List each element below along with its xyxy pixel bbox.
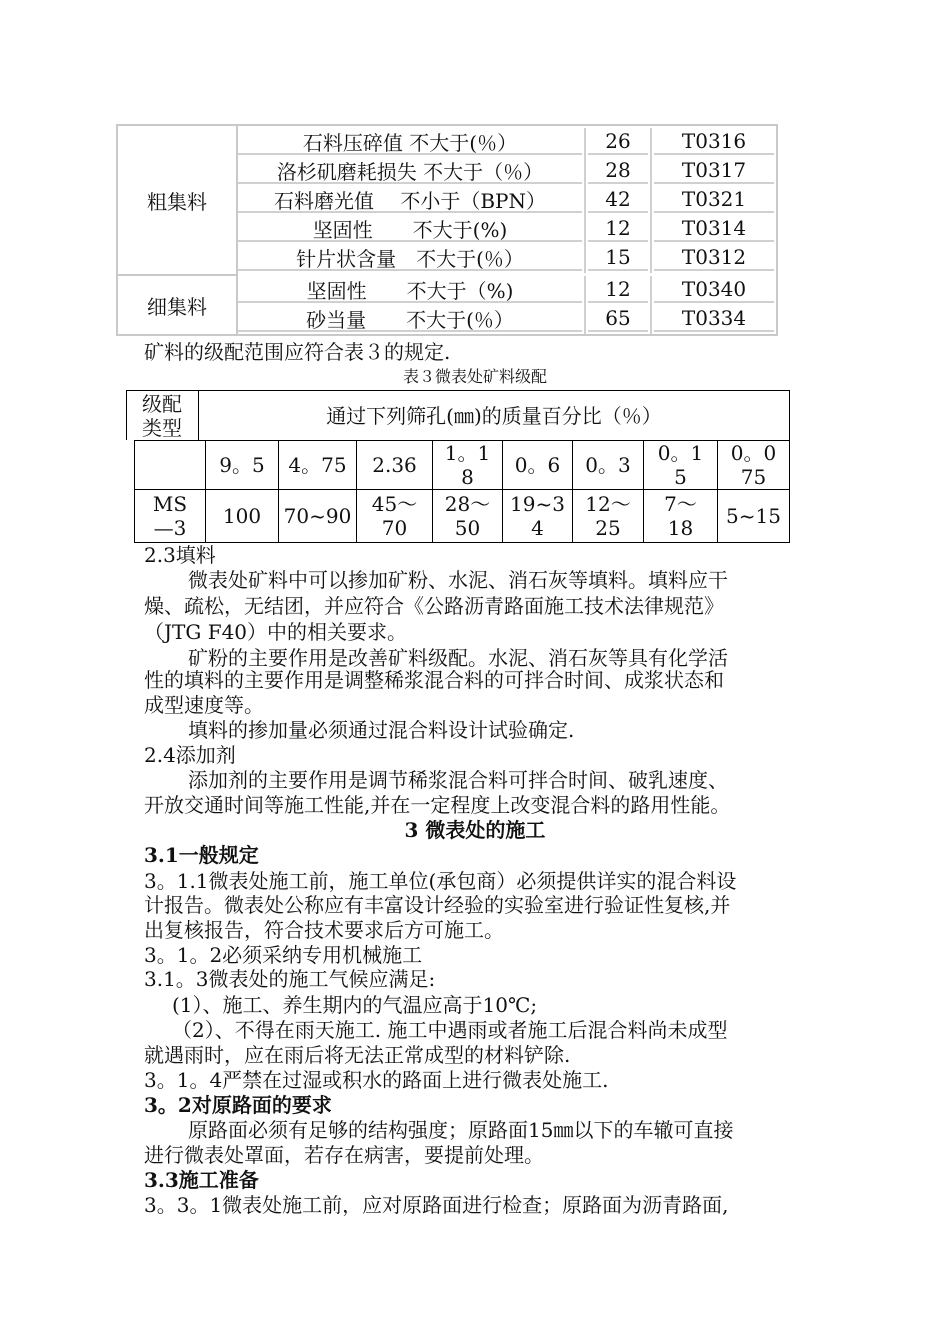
paragraph-line: 3.1。3微表处的施工气候应满足: bbox=[144, 967, 436, 991]
row-method: T0321 bbox=[654, 187, 774, 213]
sieve-size: 0。1 5 bbox=[657, 441, 704, 489]
paragraph-line: 填料的掺加量必须通过混合料设计试验确定. bbox=[188, 718, 575, 742]
chapter-title: 3 微表处的施工 bbox=[404, 818, 546, 842]
row-item: 针片状含量 不大于(％） bbox=[238, 245, 582, 271]
sieve-size: 0。0 75 bbox=[730, 441, 777, 489]
sieve-size: 1。1 8 bbox=[444, 441, 491, 489]
paragraph-line: 燥、疏松，无结团，并应符合《公路沥青路面施工技术法律规范》 bbox=[144, 594, 724, 618]
group-label-fine: 细集料 bbox=[118, 276, 238, 334]
sieve-size: 4。75 bbox=[288, 453, 347, 477]
paragraph-line: 成型速度等。 bbox=[144, 693, 264, 717]
row-method: T0340 bbox=[654, 277, 774, 303]
row-value: 26 bbox=[588, 129, 648, 155]
row-method: T0317 bbox=[654, 158, 774, 184]
header-pass-percent: 通过下列筛孔(㎜)的质量百分比（％） bbox=[326, 403, 662, 428]
grading-value: 70~90 bbox=[283, 504, 352, 528]
row-item: 坚固性 不大于（%) bbox=[238, 277, 582, 303]
section-heading-3-1: 3.1一般规定 bbox=[144, 843, 259, 867]
row-item: 坚固性 不大于(%) bbox=[238, 216, 582, 242]
grading-value: 45～ 70 bbox=[371, 492, 418, 540]
paragraph-line: 微表处矿料中可以掺加矿粉、水泥、消石灰等填料。填料应干 bbox=[188, 568, 728, 592]
paragraph-line: (1）、施工、养生期内的气温应高于10℃; bbox=[172, 993, 538, 1017]
grading-value: 7～ 18 bbox=[664, 492, 697, 540]
row-value: 65 bbox=[588, 306, 648, 332]
sieve-size: 9。5 bbox=[219, 453, 265, 477]
row-method: T0316 bbox=[654, 129, 774, 155]
section-heading-3-3: 3.3施工准备 bbox=[144, 1168, 259, 1192]
row-method: T0334 bbox=[654, 306, 774, 332]
paragraph-line: 开放交通时间等施工性能,并在一定程度上改变混合料的路用性能。 bbox=[144, 793, 731, 817]
paragraph-line: （JTG F40）中的相关要求。 bbox=[144, 620, 408, 644]
paragraph-line: 3。1。4严禁在过湿或积水的路面上进行微表处施工. bbox=[144, 1068, 609, 1092]
paragraph-line: （2）、不得在雨天施工. 施工中遇雨或者施工后混合料尚未成型 bbox=[172, 1018, 728, 1042]
paragraph-line: 3。3。1微表处施工前，应对原路面进行检查；原路面为沥青路面, bbox=[144, 1193, 729, 1217]
sieve-size: 0。3 bbox=[585, 453, 631, 477]
row-item: 砂当量 不大于(％） bbox=[238, 306, 582, 332]
paragraph-line: 原路面必须有足够的结构强度；原路面15㎜以下的车辙可直接 bbox=[188, 1118, 734, 1142]
grading-value: 12～ 25 bbox=[585, 492, 631, 540]
row-item: 石料压碎值 不大于(％） bbox=[238, 129, 582, 155]
table-row bbox=[238, 244, 778, 273]
sieve-size: 2.36 bbox=[372, 453, 417, 477]
section-heading-3-2: 3。2对原路面的要求 bbox=[144, 1093, 332, 1117]
paragraph-line: 3。1。2必须采纳专用机械施工 bbox=[144, 943, 423, 967]
table-row bbox=[238, 305, 778, 334]
row-value: 42 bbox=[588, 187, 648, 213]
table3-caption: 表３微表处矿料级配 bbox=[402, 367, 547, 386]
row-value: 12 bbox=[588, 277, 648, 303]
grading-value: 19~3 4 bbox=[510, 492, 565, 540]
paragraph-line: 性的填料的主要作用是调整稀浆混合料的可拌合时间、成浆状态和 bbox=[144, 668, 724, 692]
paragraph-line: 进行微表处罩面，若存在病害，要提前处理。 bbox=[144, 1143, 544, 1167]
row-value: 15 bbox=[588, 245, 648, 271]
header-grading-type: 级配 类型 bbox=[142, 391, 182, 440]
row-item: 洛杉矶磨耗损失 不大于（％） bbox=[238, 158, 582, 184]
table-row bbox=[238, 157, 778, 186]
group-label-coarse: 粗集料 bbox=[118, 126, 238, 276]
grading-note: 矿料的级配范围应符合表３的规定. bbox=[144, 340, 451, 364]
paragraph-line: 矿粉的主要作用是改善矿料级配。水泥、消石灰等具有化学活 bbox=[188, 646, 728, 670]
table-row bbox=[238, 215, 778, 244]
row-value: 12 bbox=[588, 216, 648, 242]
paragraph-line: 添加剂的主要作用是调节稀浆混合料可拌合时间、破乳速度、 bbox=[188, 768, 728, 792]
section-heading-2-4: 2.4添加剂 bbox=[144, 743, 236, 767]
grading-value: 5~15 bbox=[726, 504, 781, 528]
row-method: T0312 bbox=[654, 245, 774, 271]
aggregate-requirements-table bbox=[116, 124, 778, 336]
row-item: 石料磨光值 不小于（BPN） bbox=[238, 187, 582, 213]
row-value: 28 bbox=[588, 158, 648, 184]
paragraph-line: 就遇雨时，应在雨后将无法正常成型的材料铲除. bbox=[144, 1043, 571, 1067]
grading-table bbox=[134, 390, 790, 543]
row-label-ms3: MS —3 bbox=[152, 492, 188, 540]
row-method: T0314 bbox=[654, 216, 774, 242]
sieve-size: 0。6 bbox=[514, 453, 561, 477]
paragraph-line: 计报告。微表处公称应有丰富设计经验的实验室进行验证性复核,并 bbox=[144, 893, 731, 917]
grading-value: 28～ 50 bbox=[444, 492, 491, 540]
paragraph-line: 出复核报告，符合技术要求后方可施工。 bbox=[144, 918, 504, 942]
section-heading-2-3: 2.3填料 bbox=[144, 543, 216, 567]
paragraph-line: 3。1.1微表处施工前，施工单位(承包商）必须提供详实的混合料设 bbox=[144, 869, 737, 893]
grading-value: 100 bbox=[222, 504, 262, 528]
table-row bbox=[238, 128, 778, 157]
table-row bbox=[238, 276, 778, 305]
table-row bbox=[238, 186, 778, 215]
